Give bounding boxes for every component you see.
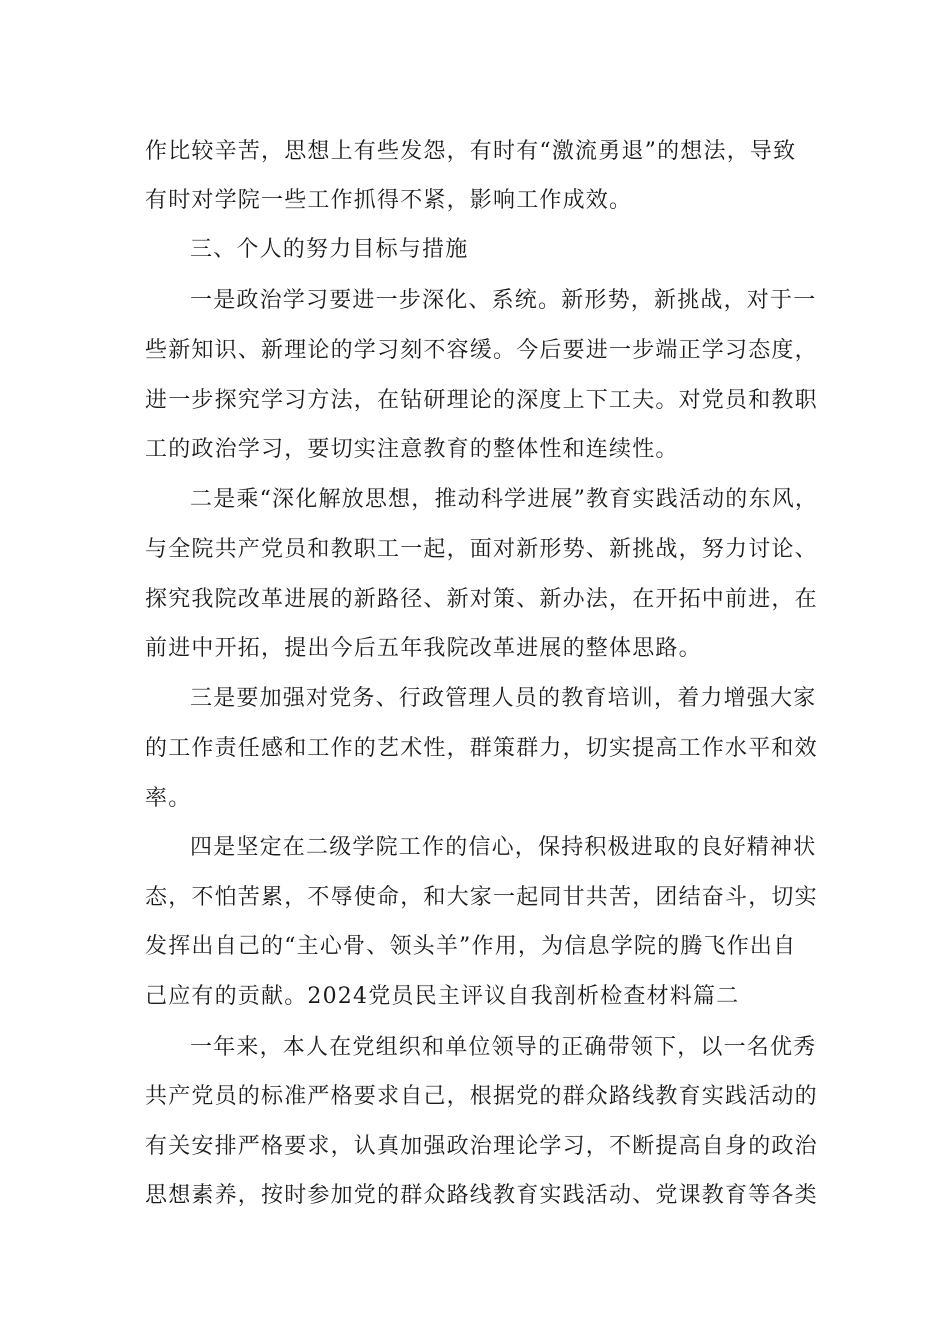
text-line: 工的政治学习，要切实注意教育的整体性和连续性。 (145, 437, 679, 462)
text-line: 二是乘“深化解放思想，推动科学进展”教育实践活动的东风， (190, 487, 819, 512)
text-line: 有关安排严格要求，认真加强政治理论学习，不断提高自身的政治 (145, 1134, 818, 1159)
text-line: 前进中开拓，提出今后五年我院改革进展的整体思路。 (145, 636, 702, 661)
text-line: 进一步探究学习方法，在钻研理论的深度上下工夫。对党员和教职 (145, 388, 818, 413)
text-line: 思想素养，按时参加党的群众路线教育实践活动、党课教育等各类 (145, 1183, 818, 1208)
text-line: 一年来，本人在党组织和单位领导的正确带领下，以一名优秀 (190, 1035, 817, 1060)
section-heading: 三、个人的努力目标与措施 (190, 237, 469, 262)
text-line: 有时对学院一些工作抓得不紧，影响工作成效。 (145, 188, 633, 213)
text-line: 态，不怕苦累，不辱使命，和大家一起同甘共苦，团结奋斗，切实 (145, 885, 818, 910)
text-line: 探究我院改革进展的新路径、新对策、新办法，在开拓中前进，在 (145, 587, 818, 612)
text-line: 与全院共产党员和教职工一起，面对新形势、新挑战，努力讨论、 (145, 537, 818, 562)
text-line: 作比较辛苦，思想上有些发怨，有时有“激流勇退”的想法，导致 (145, 139, 797, 164)
text-line: 三是要加强对党务、行政管理人员的教育培训，着力增强大家 (190, 686, 817, 711)
text-line: 率。 (145, 786, 192, 811)
text-line: 共产党员的标准严格要求自己，根据党的群众路线教育实践活动的 (145, 1084, 818, 1109)
text-line: 己应有的贡献。2024党员民主评议自我剖析检查材料篇二 (145, 984, 740, 1009)
text-line: 一是政治学习要进一步深化、系统。新形势，新挑战，对于一 (190, 288, 817, 313)
text-line: 发挥出自己的“主心骨、领头羊”作用，为信息学院的腾飞作出自 (145, 934, 797, 959)
text-line: 些新知识、新理论的学习刻不容缓。今后要进一步端正学习态度， (145, 338, 818, 363)
text-line: 的工作责任感和工作的艺术性，群策群力，切实提高工作水平和效 (145, 736, 818, 761)
text-line: 四是坚定在二级学院工作的信心，保持积极进取的良好精神状 (190, 835, 817, 860)
